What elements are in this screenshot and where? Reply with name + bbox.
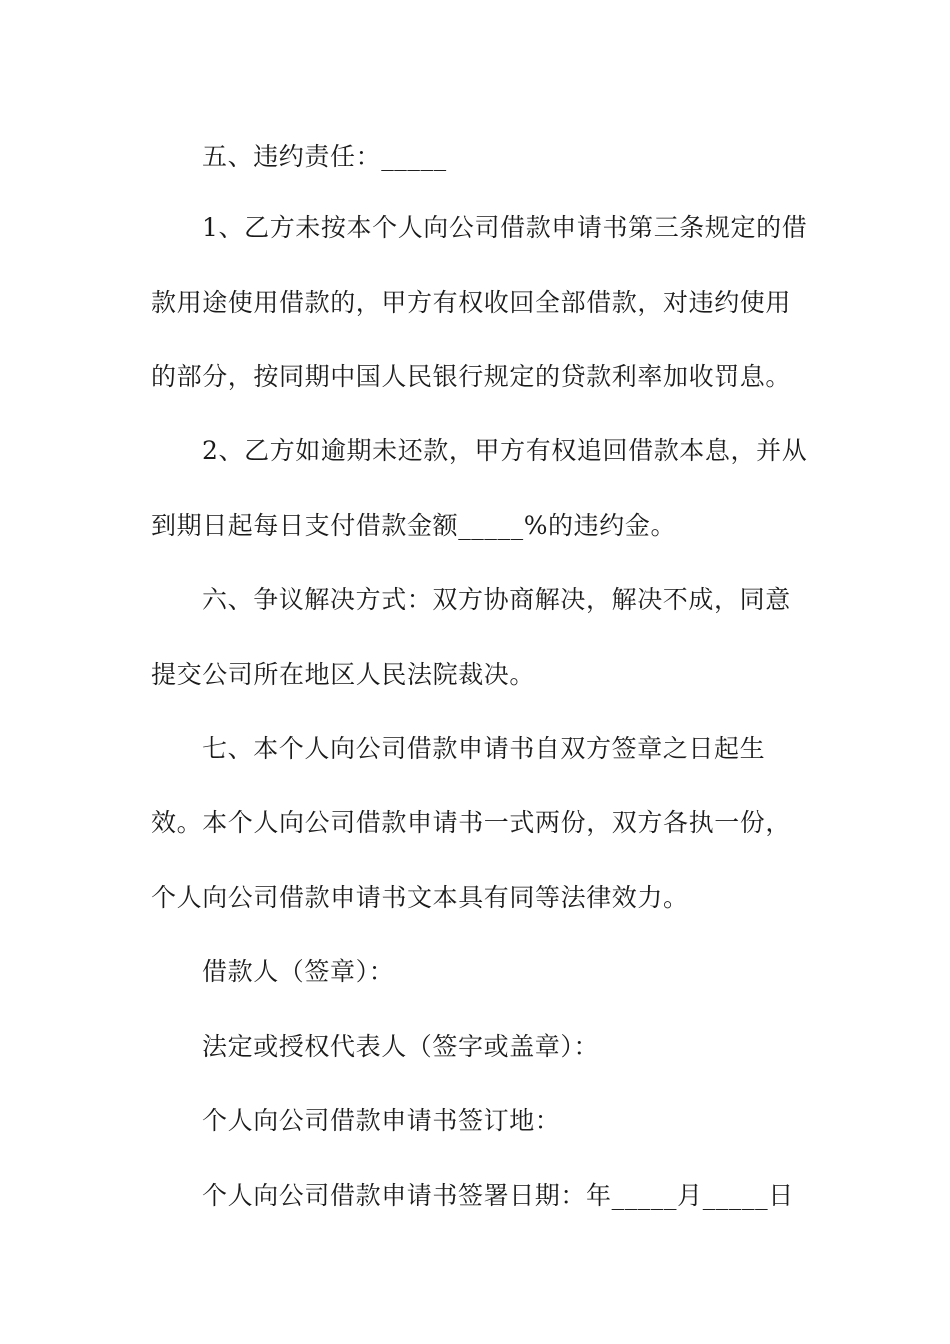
signing-place-label: 个人向公司借款申请书签订地： xyxy=(202,1106,561,1135)
section-6-line-1: 六、争议解决方式：双方协商解决，解决不成，同意 xyxy=(202,585,791,614)
representative-signature-label: 法定或授权代表人（签字或盖章）： xyxy=(202,1032,600,1061)
section-7-line-3: 个人向公司借款申请书文本具有同等法律效力。 xyxy=(151,883,689,912)
section-6-line-2: 提交公司所在地区人民法院裁决。 xyxy=(151,660,536,689)
section-7-line-2: 效。本个人向公司借款申请书一式两份，双方各执一份， xyxy=(151,808,792,837)
borrower-signature-label: 借款人（签章）： xyxy=(202,957,395,986)
clause-5-1-line-1: 1、乙方未按本个人向公司借款申请书第三条规定的借 xyxy=(202,213,808,242)
clause-5-2-line-2: 到期日起每日支付借款金额_____%的违约金。 xyxy=(151,511,677,540)
clause-5-1-line-3: 的部分，按同期中国人民银行规定的贷款利率加收罚息。 xyxy=(151,362,792,391)
clause-5-2-line-1: 2、乙方如逾期未还款，甲方有权追回借款本息，并从 xyxy=(202,436,808,465)
section-5-heading: 五、违约责任：_____ xyxy=(202,142,447,171)
signing-date-label: 个人向公司借款申请书签署日期：年_____月_____日 xyxy=(202,1181,794,1210)
section-7-line-1: 七、本个人向公司借款申请书自双方签章之日起生 xyxy=(202,734,766,763)
clause-5-1-line-2: 款用途使用借款的，甲方有权收回全部借款，对违约使用 xyxy=(151,288,792,317)
